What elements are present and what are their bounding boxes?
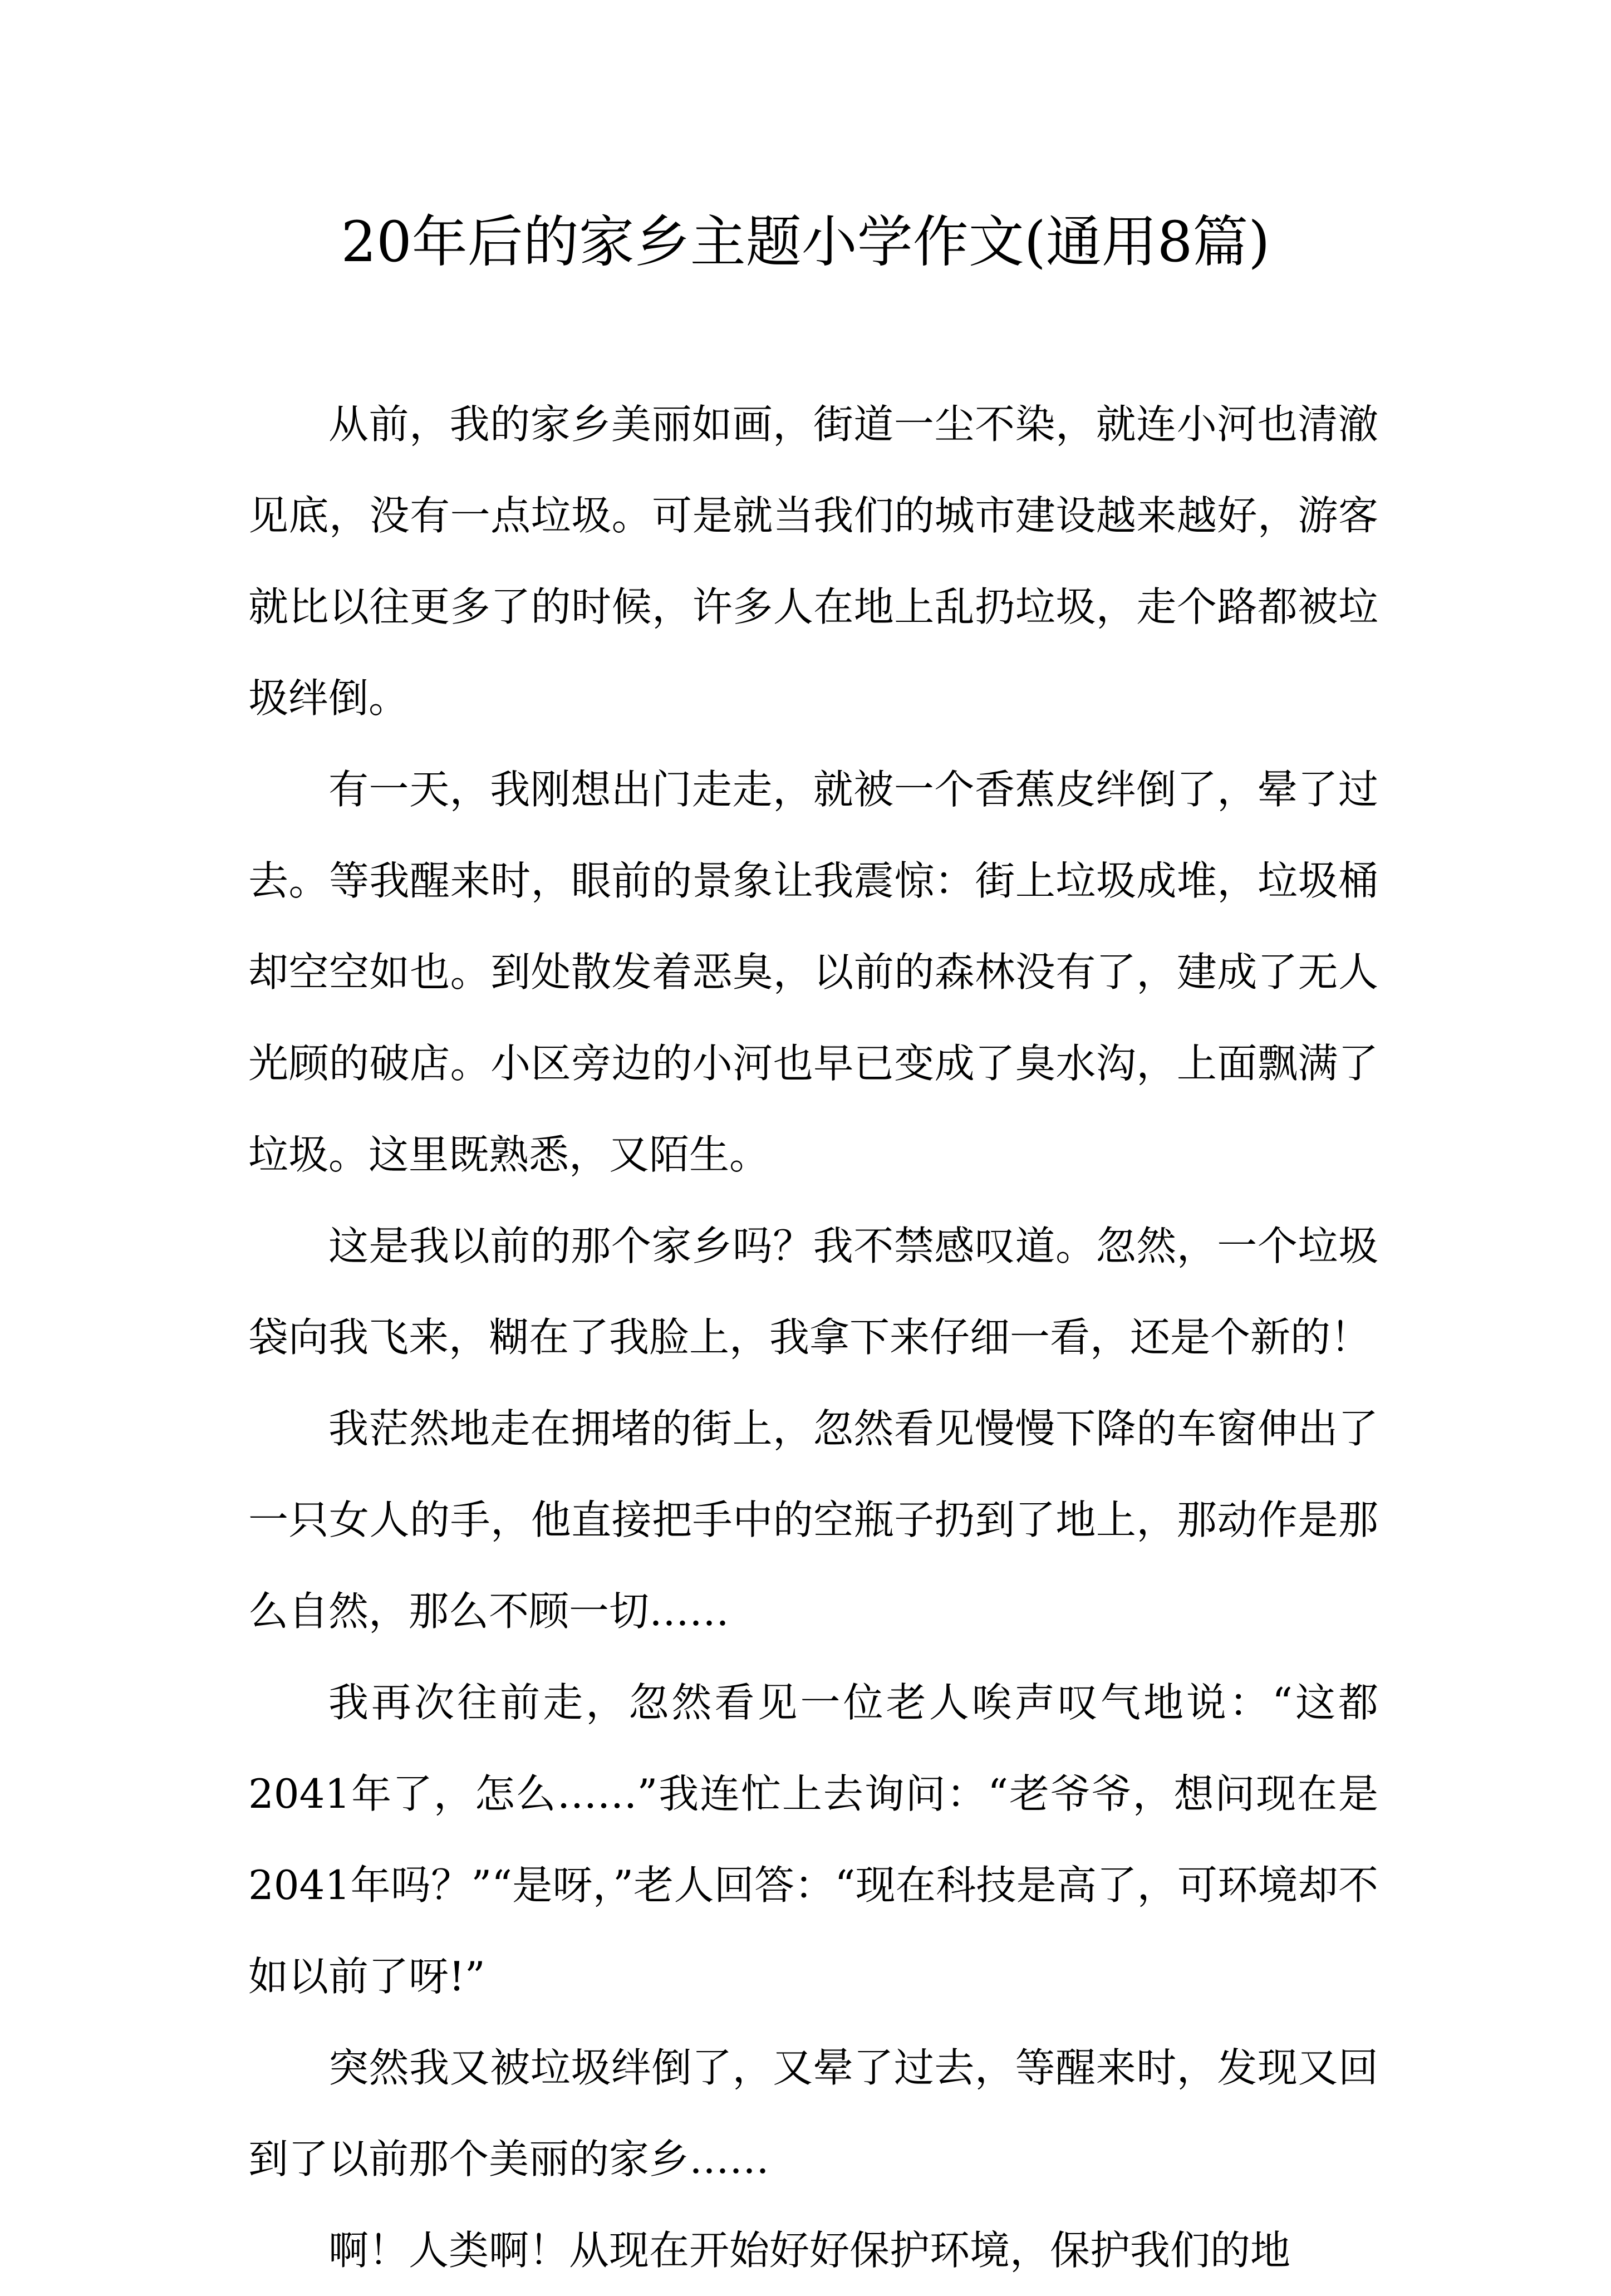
paragraph-2: 有一天，我刚想出门走走，就被一个香蕉皮绊倒了，晕了过去。等我醒来时，眼前的景象让我震惊：街上垃圾成堆，垃圾桶却空空如也。到处散发着恶臭，以前的森林没有了，建成了无人光顾的破店。小区旁边的小河也早已变成了臭水沟，上面飘满了垃圾。这里既熟悉，又陌生。 bbox=[248, 766, 1378, 1178]
paragraph-1: 从前，我的家乡美丽如画，街道一尘不染，就连小河也清澈见底，没有一点垃圾。可是就当我们的城市建设越来越好，游客就比以往更多了的时候，许多人在地上乱扔垃圾，走个路都被垃圾绊倒。 bbox=[248, 401, 1378, 722]
paragraph-4: 我茫然地走在拥堵的街上，忽然看见慢慢下降的车窗伸出了一只女人的手，他直接把手中的空瓶子扔到了地上，那动作是那么自然，那么不顾一切…… bbox=[248, 1405, 1378, 1635]
paragraph-3: 这是我以前的那个家乡吗？我不禁感叹道。忽然，一个垃圾袋向我飞来，糊在了我脸上，我拿下来仔细一看，还是个新的！ bbox=[248, 1223, 1378, 1361]
paragraph-7: 啊！人类啊！从现在开始好好保护环境，保护我们的地 bbox=[328, 2227, 1291, 2274]
paragraph-6: 突然我又被垃圾绊倒了，又晕了过去，等醒来时，发现又回到了以前那个美丽的家乡…… bbox=[248, 2044, 1378, 2182]
paragraph-5: 我再次往前走，忽然看见一位老人唉声叹气地说：“这都2041年了，怎么……”我连忙上去询问：“老爷爷，想问现在是2041年吗？”“是呀，”老人回答：“现在科技是高了，可环境却不如以前了呀!” bbox=[248, 1679, 1378, 2000]
document-body bbox=[248, 379, 1378, 2296]
document-title: 20年后的家乡主题小学作文(通用8篇) bbox=[341, 209, 1270, 274]
